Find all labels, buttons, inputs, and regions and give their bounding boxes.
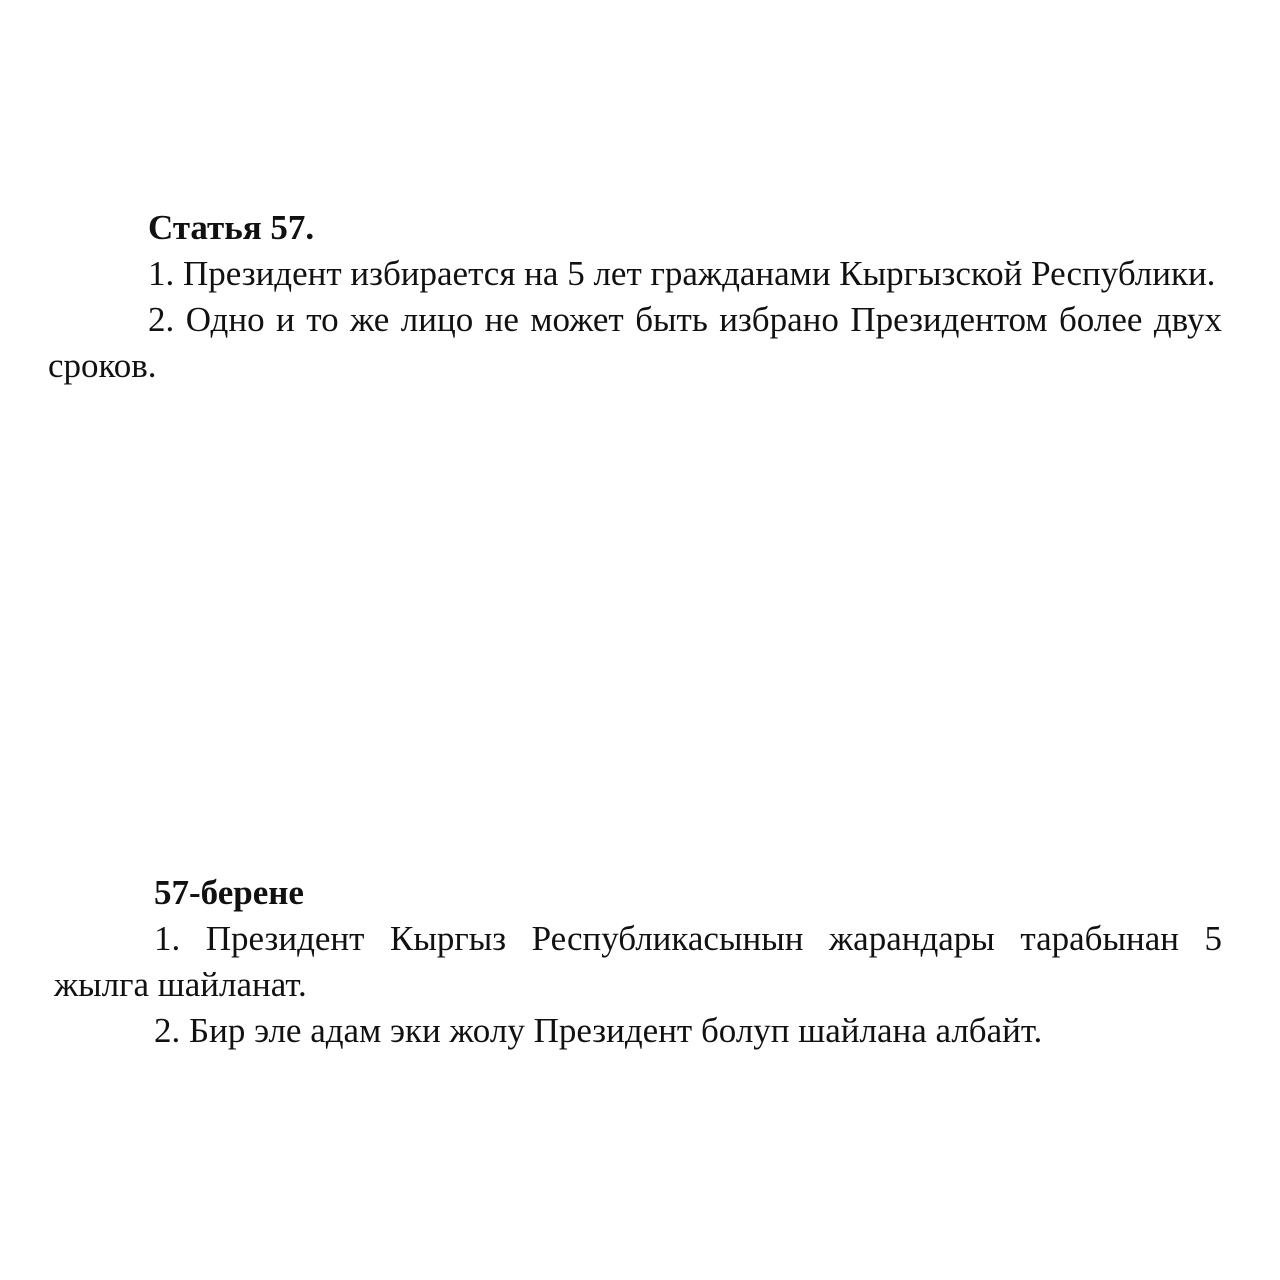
- article-ky-paragraph-2: 2. Бир эле адам эки жолу Президент болуп шайлана албайт.: [154, 1011, 1043, 1050]
- article-ky-heading: 57-берене: [154, 873, 304, 912]
- article-ky-paragraph-1: 1. Президент Кыргыз Республикасынын жарандары тарабынан 5 жылга шайланат.: [54, 919, 1222, 1004]
- article-ru-heading: Статья 57.: [148, 208, 315, 247]
- article-ru: [48, 205, 1222, 389]
- article-ru-paragraph-2: 2. Одно и то же лицо не может быть избрано Президентом более двух сроков.: [48, 300, 1222, 385]
- article-ru-paragraph-1: 1. Президент избирается на 5 лет гражданами Кыргызской Республики.: [148, 254, 1216, 293]
- article-ky: [54, 870, 1222, 1054]
